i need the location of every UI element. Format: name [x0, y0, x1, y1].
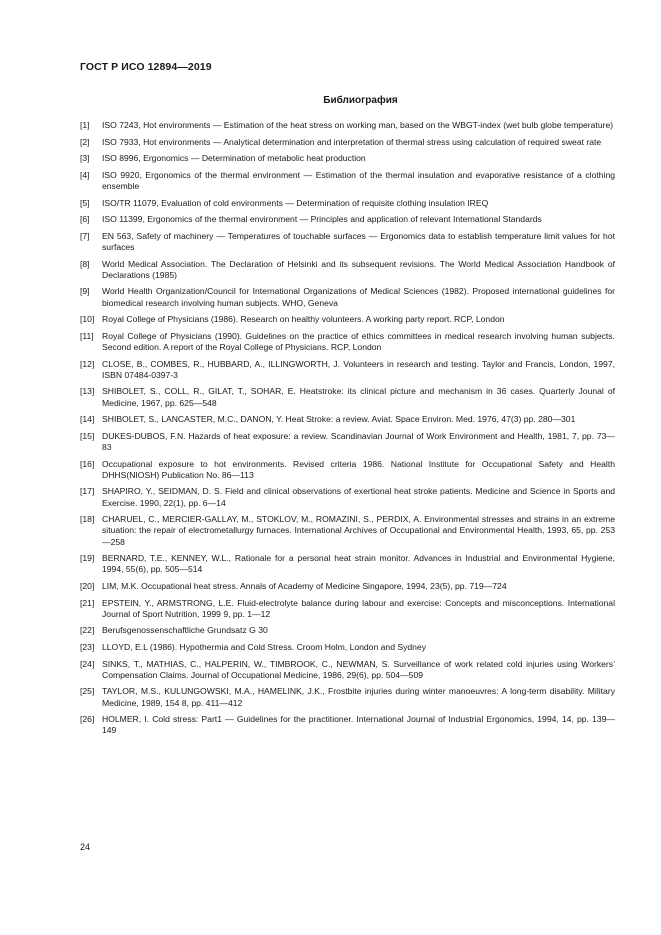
entry-text: World Medical Association. The Declaration of Helsinki and its subsequent revisions. The World Medical Association Handbook of Declarations (1985)	[102, 258, 615, 280]
bibliography-entry	[80, 314, 615, 325]
entry-number: [1]	[80, 120, 90, 130]
entry-number: [22]	[80, 625, 95, 636]
entry-text: Royal College of Physicians (1986). Research on healthy volunteers. A working party report. RCP, London	[102, 314, 505, 325]
entry-number: [18]	[80, 514, 95, 525]
entry-number: [21]	[80, 597, 95, 608]
entry-text: LLOYD, E.L (1986). Hypothermia and Cold Stress. Croom Holm, London and Sydney	[102, 641, 427, 652]
bibliography-entry	[80, 486, 615, 508]
entry-number: [9]	[80, 286, 90, 297]
entry-number: [20]	[80, 580, 95, 591]
bibliography-entry	[80, 431, 615, 453]
entry-text: World Health Organization/Council for International Organizations of Medical Sciences (1982). Proposed international guidelines for biomedical research involving human subjects. WHO, Geneva	[102, 286, 615, 308]
entry-text: LIM, M.K. Occupational heat stress. Annals of Academy of Medicine Singapore, 1994, 23(5), pp. 719—724	[102, 580, 507, 591]
bibliography-entry	[80, 714, 615, 736]
bibliography-entry	[80, 231, 615, 253]
entry-number: [26]	[80, 714, 95, 725]
bibliography-entry	[80, 686, 615, 708]
entry-text: Royal College of Physicians (1990). Guidelines on the practice of ethics committees in medical research involving human subjects. Second edition. A report of the Royal College of Physicians. RCP, London	[102, 330, 615, 352]
bibliography-entry	[80, 170, 615, 192]
bibliography-entry	[80, 153, 615, 164]
entry-text: CHARUEL, C., MERCIER-GALLAY, M., STOKLOV, M., ROMAZINI, S., PERDIX, A. Environmental stresses and strains in an extreme situation: the repair of electrometallurgy furnaces. International Archives of Occupational and Environmental Health, 1993, 65, pp. 253—258	[102, 514, 615, 547]
entry-number: [17]	[80, 486, 95, 497]
entry-number: [7]	[80, 230, 90, 241]
bibliography-entry	[80, 120, 615, 131]
bibliography-entry	[80, 581, 615, 592]
entry-text: ISO 7933, Hot environments — Analytical determination and interpretation of thermal stress using calculation of required sweat rate	[102, 136, 602, 147]
entry-text: ISO 7243, Hot environments — Estimation of the heat stress on working man, based on the WBGT-index (wet bulb globe temperature)	[102, 120, 614, 130]
bibliography-entry	[80, 625, 615, 636]
entry-text: DUKES-DUBOS, F.N. Hazards of heat exposure: a review. Scandinavian Journal of Work Environment and Health, 1981, 7, pp. 73—83	[102, 430, 615, 452]
section-title: Библиография	[323, 95, 398, 106]
bibliography-entry	[80, 259, 615, 281]
entry-number: [16]	[80, 458, 95, 469]
entry-number: [12]	[80, 358, 95, 369]
entry-number: [2]	[80, 136, 90, 147]
entry-text: Occupational exposure to hot environments. Revised criteria 1986. National Institute for Occupational Safety and Health DHHS(NIOSH) Publication No. 86—113	[102, 458, 615, 480]
entry-text: EPSTEIN, Y., ARMSTRONG, L.E. Fluid-electrolyte balance during labour and exercise: Concepts and misconceptions. International Journal of Sport Nutrition, 1999 9, pp. 1—12	[102, 597, 615, 619]
entry-text: Berufsgenossenschaftliche Grundsatz G 30	[102, 625, 268, 636]
bibliography-entry	[80, 659, 615, 681]
entry-text: EN 563, Safety of machinery — Temperatures of touchable surfaces — Ergonomics data to establish temperature limit values for hot surfaces	[102, 230, 615, 252]
entry-text: SINKS, T., MATHIAS, C., HALPERIN, W., TIMBROOK, C., NEWMAN, S. Surveillance of work related cold injuries using Workers’ Compensation Claims. Journal of Occupational Medicine, 1986, 29(6), pp. 504—509	[102, 658, 615, 680]
entry-number: [13]	[80, 386, 95, 397]
bibliography-entry	[80, 137, 615, 148]
bibliography-entry	[80, 642, 615, 653]
entry-number: [11]	[80, 330, 94, 341]
entry-number: [10]	[80, 314, 95, 325]
entry-number: [8]	[80, 258, 90, 269]
bibliography-entry	[80, 359, 615, 381]
entry-number: [15]	[80, 430, 95, 441]
entry-number: [24]	[80, 658, 95, 669]
entry-text: SHIBOLET, S., COLL, R., GILAT, T., SOHAR, E. Heatstroke: its clinical picture and mechanism in 36 cases. Quarterly Jounal of Medicine, 1967, pp. 625—548	[102, 386, 615, 408]
entry-text: ISO 9920, Ergonomics of the thermal environment — Estimation of the thermal insulation and evaporative resistance of a clothing ensemble	[102, 169, 615, 191]
bibliography-entry	[80, 414, 615, 425]
bibliography-entry	[80, 514, 615, 548]
entry-text: CLOSE, B., COMBES, R., HUBBARD, A., ILLINGWORTH, J. Volunteers in research and testing. Taylor and Francis, London, 1997, ISBN 07484-0397-3	[102, 358, 615, 380]
document-header: ГОСТ Р ИСО 12894—2019	[80, 61, 212, 73]
bibliography-entry	[80, 331, 615, 353]
bibliography-entry	[80, 598, 615, 620]
entry-text: SHIBOLET, S., LANCASTER, M.C., DANON, Y. Heat Stroke: a review. Aviat. Space Environ. Med. 1976, 47(3) pp. 280—301	[102, 414, 576, 425]
entry-number: [6]	[80, 214, 90, 225]
entry-number: [19]	[80, 553, 95, 564]
entry-number: [25]	[80, 686, 95, 697]
entry-text: ISO 8996, Ergonomics — Determination of metabolic heat production	[102, 153, 366, 164]
entry-text: TAYLOR, M.S., KULUNGOWSKI, M.A., HAMELINK, J.K., Frostbite injuries during winter manoeuvres: A long-term disability. Military Medicine, 1989, 154 8, pp. 411—412	[102, 686, 615, 708]
entry-number: [23]	[80, 641, 95, 652]
entry-text: HOLMER, I. Cold stress: Part1 — Guidelines for the practitioner. International Journal of Industrial Ergonomics, 1994, 14, pp. 139—149	[102, 714, 615, 736]
bibliography-entry	[80, 553, 615, 575]
entry-text: ISO/TR 11079, Evaluation of cold environments — Determination of requisite clothing insulation IREQ	[102, 197, 489, 208]
entry-number: [4]	[80, 169, 90, 180]
entry-text: ISO 11399, Ergonomics of the thermal environment — Principles and application of relevant International Standards	[102, 214, 542, 225]
entry-number: [14]	[80, 414, 95, 425]
entry-number: [5]	[80, 197, 90, 208]
bibliography-entry	[80, 198, 615, 209]
bibliography-entry	[80, 286, 615, 308]
bibliography-list	[80, 120, 615, 742]
page-number: 24	[80, 842, 91, 852]
bibliography-entry	[80, 386, 615, 408]
entry-number: [3]	[80, 153, 90, 164]
bibliography-entry	[80, 214, 615, 225]
entry-text: BERNARD, T.E., KENNEY, W.L., Rationale for a personal heat strain monitor. Advances in Industrial and Environmental Hygiene, 1994, 55(6), pp. 505—514	[102, 553, 615, 575]
entry-text: SHAPIRO, Y., SEIDMAN, D. S. Field and clinical observations of exertional heat stroke patients. Medicine and Science in Sports and Exercise. 1990, 22(1), pp. 6—14	[102, 486, 615, 508]
bibliography-entry	[80, 459, 615, 481]
